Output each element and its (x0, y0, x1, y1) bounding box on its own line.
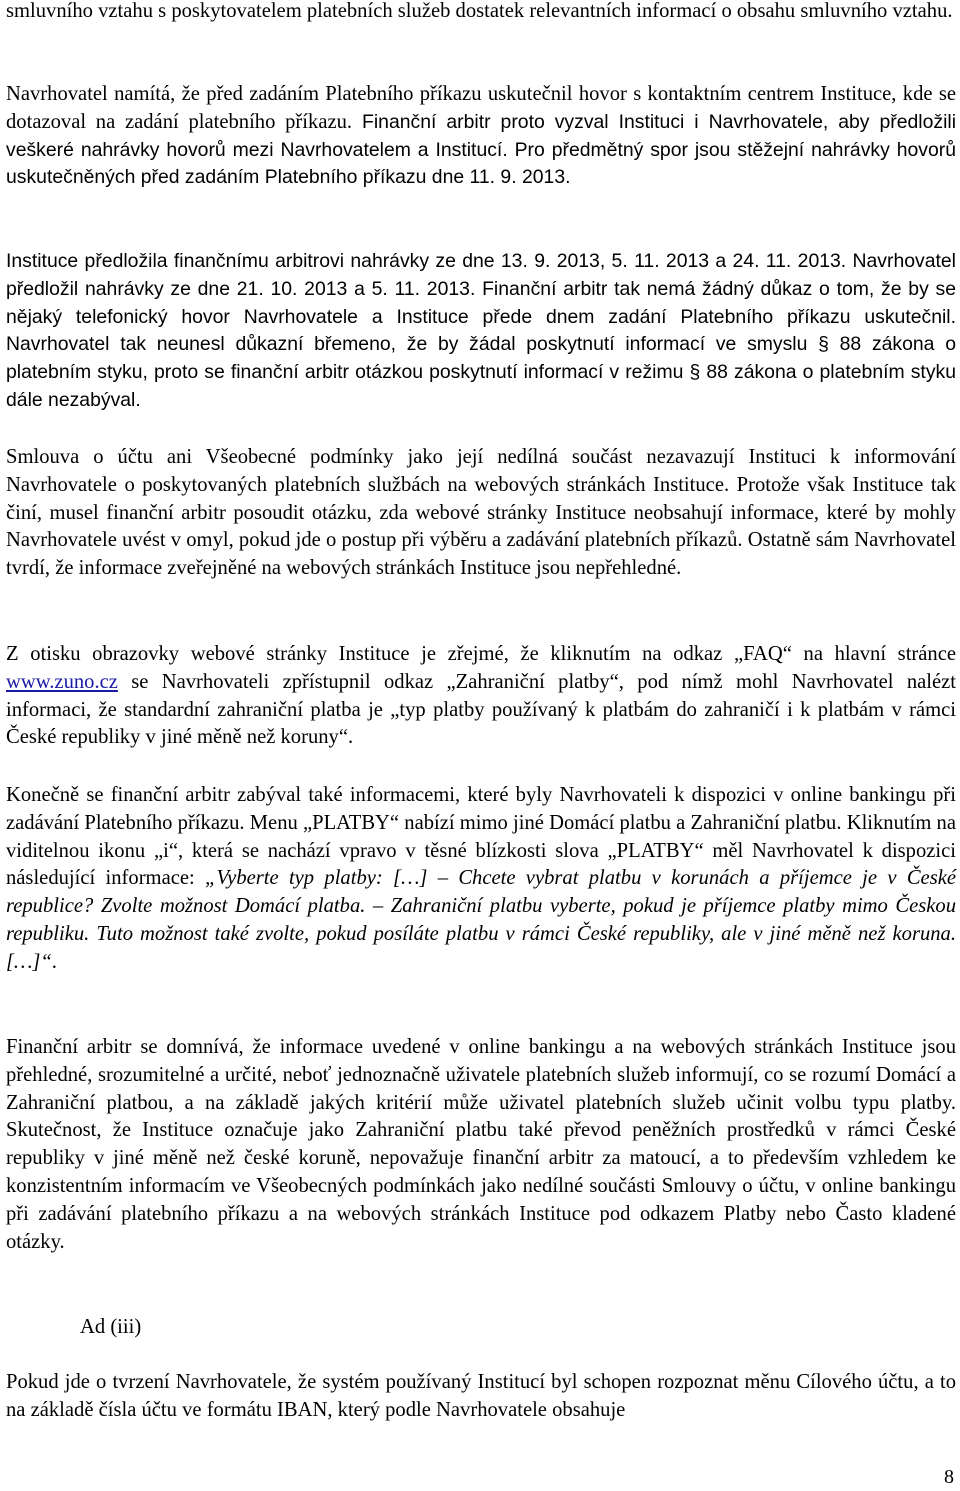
paragraph-4: Smlouva o účtu ani Všeobecné podmínky jako její nedílná součást nezavazují Instituci k informování Navrhovatele o poskytovaných platebních službách na webových stránkách Instituce. Protože však Instituce tak činí, musel finanční arbitr posoudit otázku, zda webové stránky Instituce neobsahují informace, které by mohly Navrhovatele uvést v omyl, pokud jde o postup při výběru a zadávání platebních příkazů. Ostatně sám Navrhovatel tvrdí, že informace zveřejněné na webových stránkách Instituce jsou nepřehledné. (6, 446, 956, 580)
paragraph-6 (6, 782, 956, 977)
paragraph-7: Finanční arbitr se domnívá, že informace uvedené v online bankingu a na webových stránkách Instituce jsou přehledné, srozumitelné a určité, neboť jednoznačně uživatele platebních služeb informují, co se rozumí Domácí a Zahraniční platbou, a na základě jakých kritérií může uživatel platebních služeb učinit volbu typu platby. Skutečnost, že Instituce označuje jako Zahraniční platbu také převod peněžních prostředků v rámci České republiky v jiné měně než české koruně, nepovažuje finanční arbitr za matoucí, a to především vzhledem ke konzistentním informacím ve Všeobecných podmínkách jako nedílné součásti Smlouvy o účtu, v online bankingu při zadávání platebního příkazu a na webových stránkách Instituce pod odkazem Platby nebo Často kladené otázky. (6, 1036, 956, 1253)
page-number: 8 (944, 1466, 954, 1488)
paragraph-2-part-b: Finanční arbitr proto vyzval Instituci i Navrhovatele, aby předložili veškeré nahrávky hovorů mezi Navrhovatelem a Institucí. Pro předmětný spor jsou stěžejní nahrávky hovorů uskutečněných před zadáním Platebního příkazu dne 11. 9. 2013. (6, 110, 956, 189)
paragraph-6-quote: „Vyberte typ platby: […] – Chcete vybrat platbu v korunách a příjemce je v České republice? Zvolte možnost Domácí platba. – Zahraniční platbu vyberte, pokud je příjemce platby mimo Českou republiku. Tuto možnost také zvolte, pokud posíláte platbu v rámci České republiky, ale v jiné měně než koruna. […]“ (6, 867, 956, 973)
paragraph-3-text: Instituce předložila finančnímu arbitrovi nahrávky ze dne 13. 9. 2013, 5. 11. 2013 a 24. 11. 2013. Navrhovatel předložil nahrávky ze dne 21. 10. 2013 a 5. 11. 2013. Finanční arbitr tak nemá žádný důkaz o tom, že by se nějaký telefonický hovor Navrhovatele a Instituce přede dnem zadání Platebního příkazu uskutečnil. Navrhovatel tak neunesl důkazní břemeno, že by žádal poskytnutí informací ve smyslu § 88 zákona o platebním styku, proto se finanční arbitr otázkou poskytnutí informací v režimu § 88 zákona o platebním styku dále nezabýval. (6, 250, 956, 411)
paragraph-6-part-a: Konečně se finanční arbitr zabýval také informacemi, které byly Navrhovateli k dispozici v online bankingu při zadávání Platebního příkazu. Menu „PLATBY“ nabízí mimo jiné Domácí platbu a Zahraniční platbu. Kliknutím na viditelnou ikonu „i“, která se nachází vpravo v těsné blízkosti slova „PLATBY“ měl Navrhovatel k dispozici následující informace: (6, 784, 956, 890)
paragraph-8: Pokud jde o tvrzení Navrhovatele, že systém používaný Institucí byl schopen rozpoznat měnu Cílového účtu, a to na základě čísla účtu ve formátu IBAN, který podle Navrhovatele obsahuje (6, 1371, 956, 1421)
paragraph-1: smluvního vztahu s poskytovatelem platebních služeb dostatek relevantních informací o obsahu smluvního vztahu. (6, 0, 953, 22)
paragraph-5 (6, 641, 956, 752)
zuno-link[interactable]: www.zuno.cz (6, 670, 118, 693)
paragraph-3 (6, 248, 956, 415)
paragraph-5-part-b: se Navrhovateli zpřístupnil odkaz „Zahraniční platby“, pod nímž mohl Navrhovatel nalézt informaci, že standardní zahraniční platba je „typ platby používaný k platbám do zahraničí i k platbám v rámci České republiky v jiné měně než koruny“. (6, 670, 956, 749)
paragraph-6-part-b: . (51, 950, 57, 973)
paragraph-5-part-a: Z otisku obrazovky webové stránky Instituce je zřejmé, že kliknutím na odkaz „FAQ“ na hlavní stránce (6, 643, 956, 665)
section-heading: Ad (iii) (80, 1316, 142, 1338)
paragraph-2 (6, 81, 956, 192)
paragraph-2-part-a: Navrhovatel namítá, že před zadáním Platebního příkazu uskutečnil hovor s kontaktním centrem Instituce, kde se dotazoval na zadání platebního příkazu. (6, 83, 956, 133)
